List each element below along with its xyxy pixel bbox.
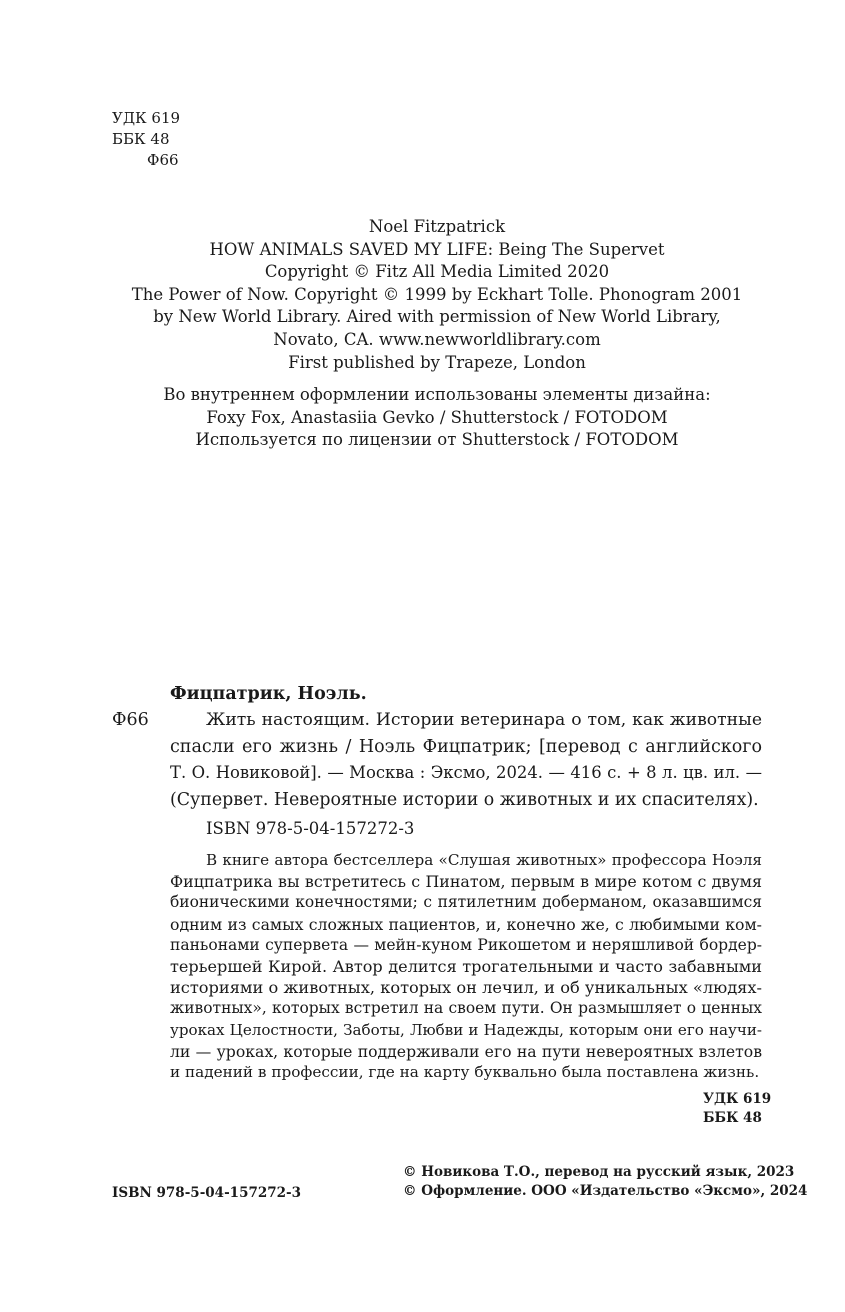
catalog-author-heading: Фицпатрик, Ноэль. — [170, 684, 367, 704]
annotation-line: уроках Целостности, Заботы, Любви и Надежды, которым они его научи- — [170, 1020, 762, 1039]
original-line: HOW ANIMALS SAVED MY LIFE: Being The Supervet — [209, 239, 665, 259]
design-credit-line: Во внутреннем оформлении использованы элементы дизайна: — [163, 385, 711, 404]
footer-isbn: ISBN 978-5-04-157272-3 — [112, 1185, 302, 1201]
original-line: Copyright © Fitz All Media Limited 2020 — [264, 262, 610, 282]
original-line: First published by Trapeze, London — [288, 352, 586, 372]
bbk-code: ББК 48 — [112, 130, 170, 148]
bottom-udk-code: УДК 619 — [703, 1091, 772, 1107]
annotation-line: одним из самых сложных пациентов, и, конечно же, с любимыми ком- — [170, 914, 762, 934]
original-edition-info — [112, 216, 762, 374]
annotation-line: животных», которых встретил на своем пути. Он размышляет о ценных — [170, 999, 762, 1018]
original-line: The Power of Now. Copyright © 1999 by Eckhart Tolle. Phonogram 2001 — [131, 284, 743, 304]
catalog-mark: Ф66 — [112, 710, 149, 730]
design-credit-line: Foxy Fox, Anastasiia Gevko / Shutterstock / FOTODOM — [206, 407, 668, 427]
footer-copyright — [403, 1163, 807, 1201]
original-line: by New World Library. Aired with permission of New World Library, — [153, 307, 721, 327]
catalog-line: (Супервет. Невероятные истории о животных и их спасителях). — [170, 789, 759, 810]
bottom-bbk-code: ББК 48 — [703, 1110, 762, 1126]
annotation-line: бионическими конечностями; с пятилетним доберманом, оказавшимся — [170, 893, 762, 912]
copyright-line: © Новикова Т.О., перевод на русский язык, 2023 — [403, 1164, 795, 1180]
udk-code: УДК 619 — [112, 109, 181, 127]
author-mark: Ф66 — [147, 151, 179, 169]
original-line: Noel Fitzpatrick — [368, 217, 506, 236]
bottom-classification — [703, 1090, 771, 1128]
annotation-line: и падений в профессии, где на карту буквально была поставлена жизнь. — [170, 1063, 760, 1082]
design-credits — [112, 384, 762, 452]
original-line: Novato, CA. www.newworldlibrary.com — [273, 329, 601, 349]
catalog-line: Жить настоящим. Истории ветеринара о том, как животные — [206, 710, 762, 730]
annotation-line: Фицпатрика вы встретитесь с Пинатом, первым в мире котом с двумя — [170, 872, 762, 892]
annotation-line: В книге автора бестселлера «Слушая животных» профессора Ноэля — [206, 851, 762, 869]
annotation — [170, 850, 762, 1083]
annotation-line: паньонами супервета — мейн-куном Рикошетом и неряшливой бордер- — [170, 935, 762, 954]
catalog-line: Т. О. Новиковой]. — Москва : Эксмо, 2024. — 416 с. + 8 л. цв. ил. — — [170, 763, 762, 782]
annotation-line: историями о животных, которых он лечил, и об уникальных «людях- — [170, 978, 762, 998]
copyright-line: © Оформление. ООО «Издательство «Эксмо», 2024 — [403, 1183, 808, 1199]
catalog-isbn: ISBN 978-5-04-157272-3 — [206, 819, 415, 838]
classification-block — [112, 108, 180, 171]
annotation-line: ли — уроках, которые поддерживали его на пути невероятных взлетов — [170, 1041, 762, 1061]
catalog-description — [170, 707, 762, 813]
catalog-line: спасли его жизнь / Ноэль Фицпатрик; [перевод с английского — [170, 736, 762, 757]
design-credit-line: Используется по лицензии от Shutterstock / FOTODOM — [195, 430, 679, 450]
annotation-line: терьершей Кирой. Автор делится трогательными и часто забавными — [170, 957, 762, 977]
